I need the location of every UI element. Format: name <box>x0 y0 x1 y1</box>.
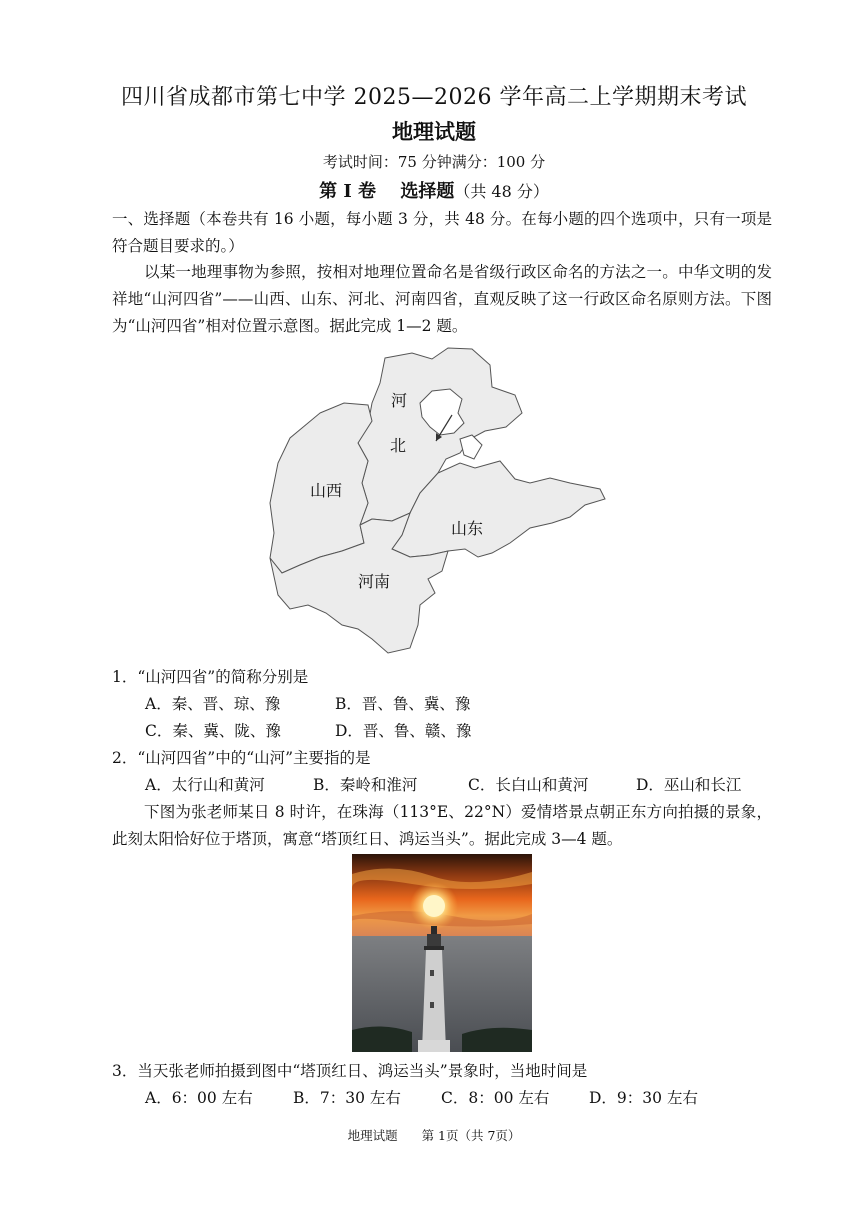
map-shapes <box>270 348 605 653</box>
section-name: 第 I 卷 选择题 <box>319 181 455 202</box>
passage-1: 以某一地理事物为参照，按相对地理位置命名是省级行政区命名的方法之一。中华文明的发祥地“山河四省”——山西、山东、河北、河南四省，直观反映了这一行政区命名原则方法。下图为“山河四省”相对位置示意图。据此完成 1—2 题。 <box>112 263 772 335</box>
question-2-options <box>145 773 741 795</box>
q2-option-d: D．巫山和长江 <box>636 776 742 794</box>
q1-option-d: D．晋、鲁、赣、豫 <box>335 722 472 740</box>
question-3-stem: 3．当天张老师拍摄到图中“塔顶红日、鸿运当头”景象时，当地时间是 <box>112 1062 588 1080</box>
question-3-options <box>145 1086 698 1108</box>
lighthouse-photo <box>352 854 532 1052</box>
q1-option-a: A．秦、晋、琼、豫 <box>145 695 281 713</box>
instructions: 一、选择题（本卷共有 16 小题，每小题 3 分，共 48 分。在每小题的四个选项中，只有一项是符合题目要求的。） <box>112 210 772 255</box>
tianjin-outline <box>460 435 482 459</box>
q1-option-c: C．秦、冀、陇、豫 <box>145 722 281 740</box>
label-bei: 北 <box>390 436 407 455</box>
question-2-stem: 2．“山河四省”中的“山河”主要指的是 <box>112 749 371 767</box>
q2-option-a: A．太行山和黄河 <box>145 776 265 794</box>
q2-option-c: C．长白山和黄河 <box>468 776 589 794</box>
exam-meta: 考试时间：75 分钟满分：100 分 <box>322 153 546 171</box>
question-1-options-row1 <box>145 692 470 714</box>
footer-page: 第 1页（共 7页） <box>421 1128 521 1143</box>
photo-shore-right <box>462 1028 532 1052</box>
q3-option-b: B．7：30 左右 <box>293 1089 401 1107</box>
label-he: 河 <box>391 391 408 410</box>
label-shandong: 山东 <box>451 519 484 538</box>
label-henan: 河南 <box>358 572 391 591</box>
q2-option-b: B．秦岭和淮河 <box>313 776 418 794</box>
section-title <box>0 177 868 203</box>
question-1-stem: 1．“山河四省”的简称分别是 <box>112 668 309 686</box>
section-score: （共 48 分） <box>454 182 549 201</box>
q1-option-b: B．晋、鲁、冀、豫 <box>335 695 471 713</box>
exam-title: 四川省成都市第七中学 2025—2026 学年高二上学期期末考试 <box>121 85 747 110</box>
photo-shore <box>352 1026 412 1052</box>
q3-option-c: C．8：00 左右 <box>441 1089 550 1107</box>
provinces-map <box>260 343 620 658</box>
label-shanxi: 山西 <box>310 481 343 500</box>
page-footer <box>0 1126 868 1144</box>
q3-option-a: A．6：00 左右 <box>145 1089 253 1107</box>
q3-option-d: D．9：30 左右 <box>589 1089 698 1107</box>
sun <box>423 895 445 917</box>
footer-subject: 地理试题 <box>347 1128 398 1143</box>
subject-title: 地理试题 <box>392 119 476 144</box>
passage-2: 下图为张老师某日 8 时许，在珠海（113°E、22°N）爱情塔景点朝正东方向拍摄的景象，此刻太阳恰好位于塔顶，寓意“塔顶红日、鸿运当头”。据此完成 3—4 题。 <box>112 803 772 848</box>
question-1-options-row2 <box>145 719 471 741</box>
